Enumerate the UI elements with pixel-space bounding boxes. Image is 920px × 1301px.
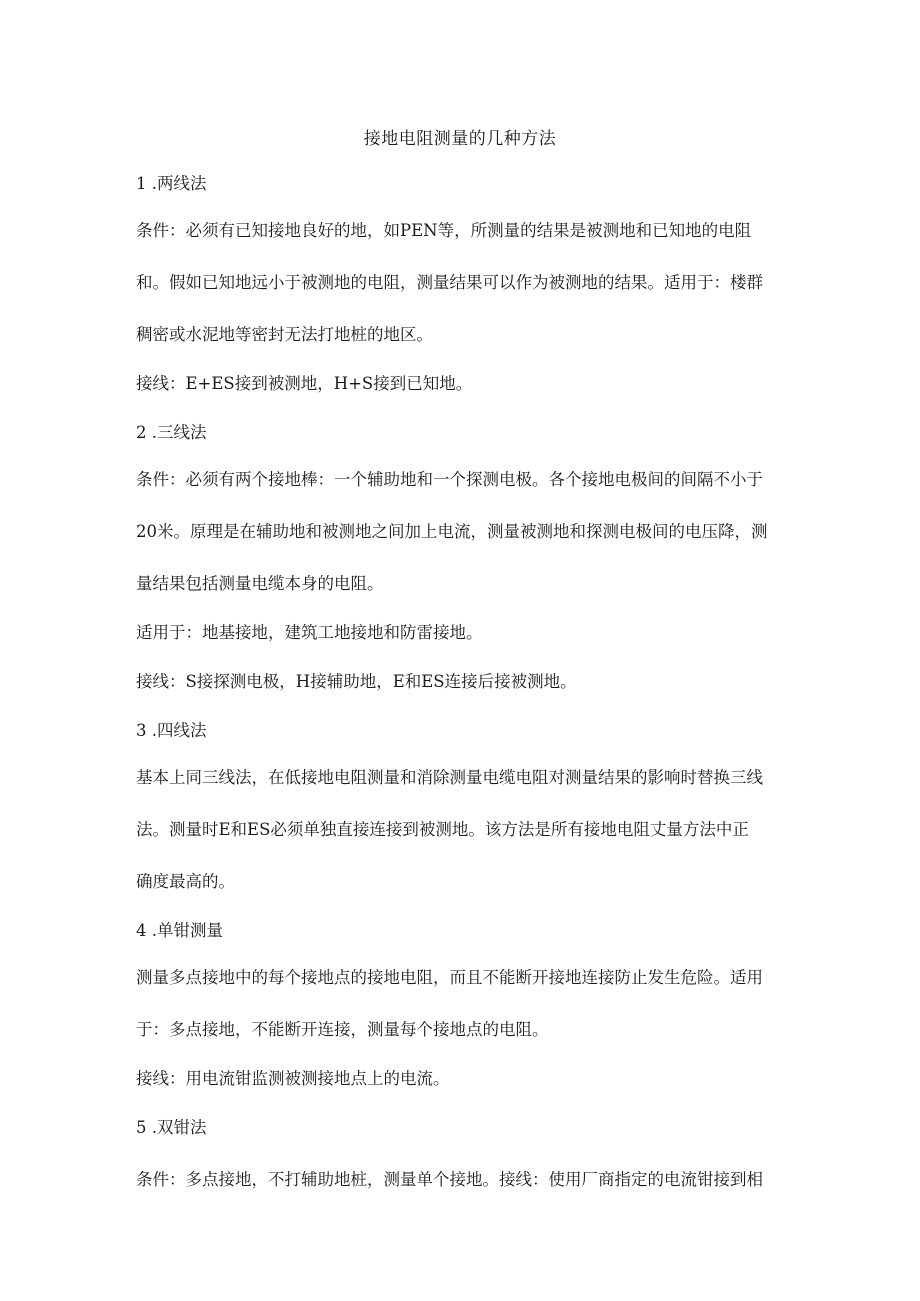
text-line: 测量多点接地中的每个接地点的接地电阻，而且不能断开接地连接防止发生危险。适用	[136, 968, 763, 987]
paragraph	[136, 1067, 788, 1091]
paragraph	[136, 766, 788, 894]
text-line: 适用于：地基接地，建筑工地接地和防雷接地。	[136, 623, 483, 642]
text-line: 接线：E+ES接到被测地，H+S接到已知地。	[136, 374, 473, 393]
text-line: 20米。原理是在辅助地和被测地之间加上电流，测量被测地和探测电极间的电压降，测	[136, 522, 768, 541]
paragraph	[136, 670, 788, 694]
text-line: 于：多点接地，不能断开连接，测量每个接地点的电阻。	[136, 1020, 549, 1039]
section-heading: 4 .单钳测量	[136, 921, 223, 940]
text-line: 法。测量时E和ES必须单独直接连接到被测地。该方法是所有接地电阻丈量方法中正	[136, 820, 749, 839]
section-heading: 2 .三线法	[136, 423, 207, 442]
text-line: 接线：用电流钳监测被测接地点上的电流。	[136, 1069, 450, 1088]
section-heading: 1 .两线法	[136, 174, 207, 193]
document-body	[136, 172, 788, 1220]
text-line: 条件：必须有两个接地棒：一个辅助地和一个探测电极。各个接地电极间的间隔不小于	[136, 470, 763, 489]
section-heading: 5 .双钳法	[136, 1118, 207, 1137]
text-line: 条件：多点接地，不打辅助地桩，测量单个接地。接线：使用厂商指定的电流钳接到相	[136, 1170, 763, 1189]
text-line: 条件：必须有已知接地良好的地，如PEN等，所测量的结果是被测地和已知地的电阻	[136, 221, 752, 240]
section-heading: 3 .四线法	[136, 721, 207, 740]
paragraph	[136, 219, 788, 347]
paragraph	[136, 468, 788, 596]
document-title: 接地电阻测量的几种方法	[363, 129, 557, 149]
paragraph	[136, 966, 788, 1042]
paragraph	[136, 1168, 788, 1192]
text-line: 接线：S接探测电极，H接辅助地，E和ES连接后接被测地。	[136, 672, 577, 691]
text-line: 基本上同三线法，在低接地电阻测量和消除测量电缆电阻对测量结果的影响时替换三线	[136, 768, 763, 787]
paragraph	[136, 372, 788, 396]
text-line: 稠密或水泥地等密封无法打地桩的地区。	[136, 325, 433, 344]
text-line: 和。假如已知地远小于被测地的电阻，测量结果可以作为被测地的结果。适用于：楼群	[136, 273, 763, 292]
paragraph	[136, 621, 788, 645]
text-line: 确度最高的。	[136, 872, 235, 891]
text-line: 量结果包括测量电缆本身的电阻。	[136, 574, 384, 593]
